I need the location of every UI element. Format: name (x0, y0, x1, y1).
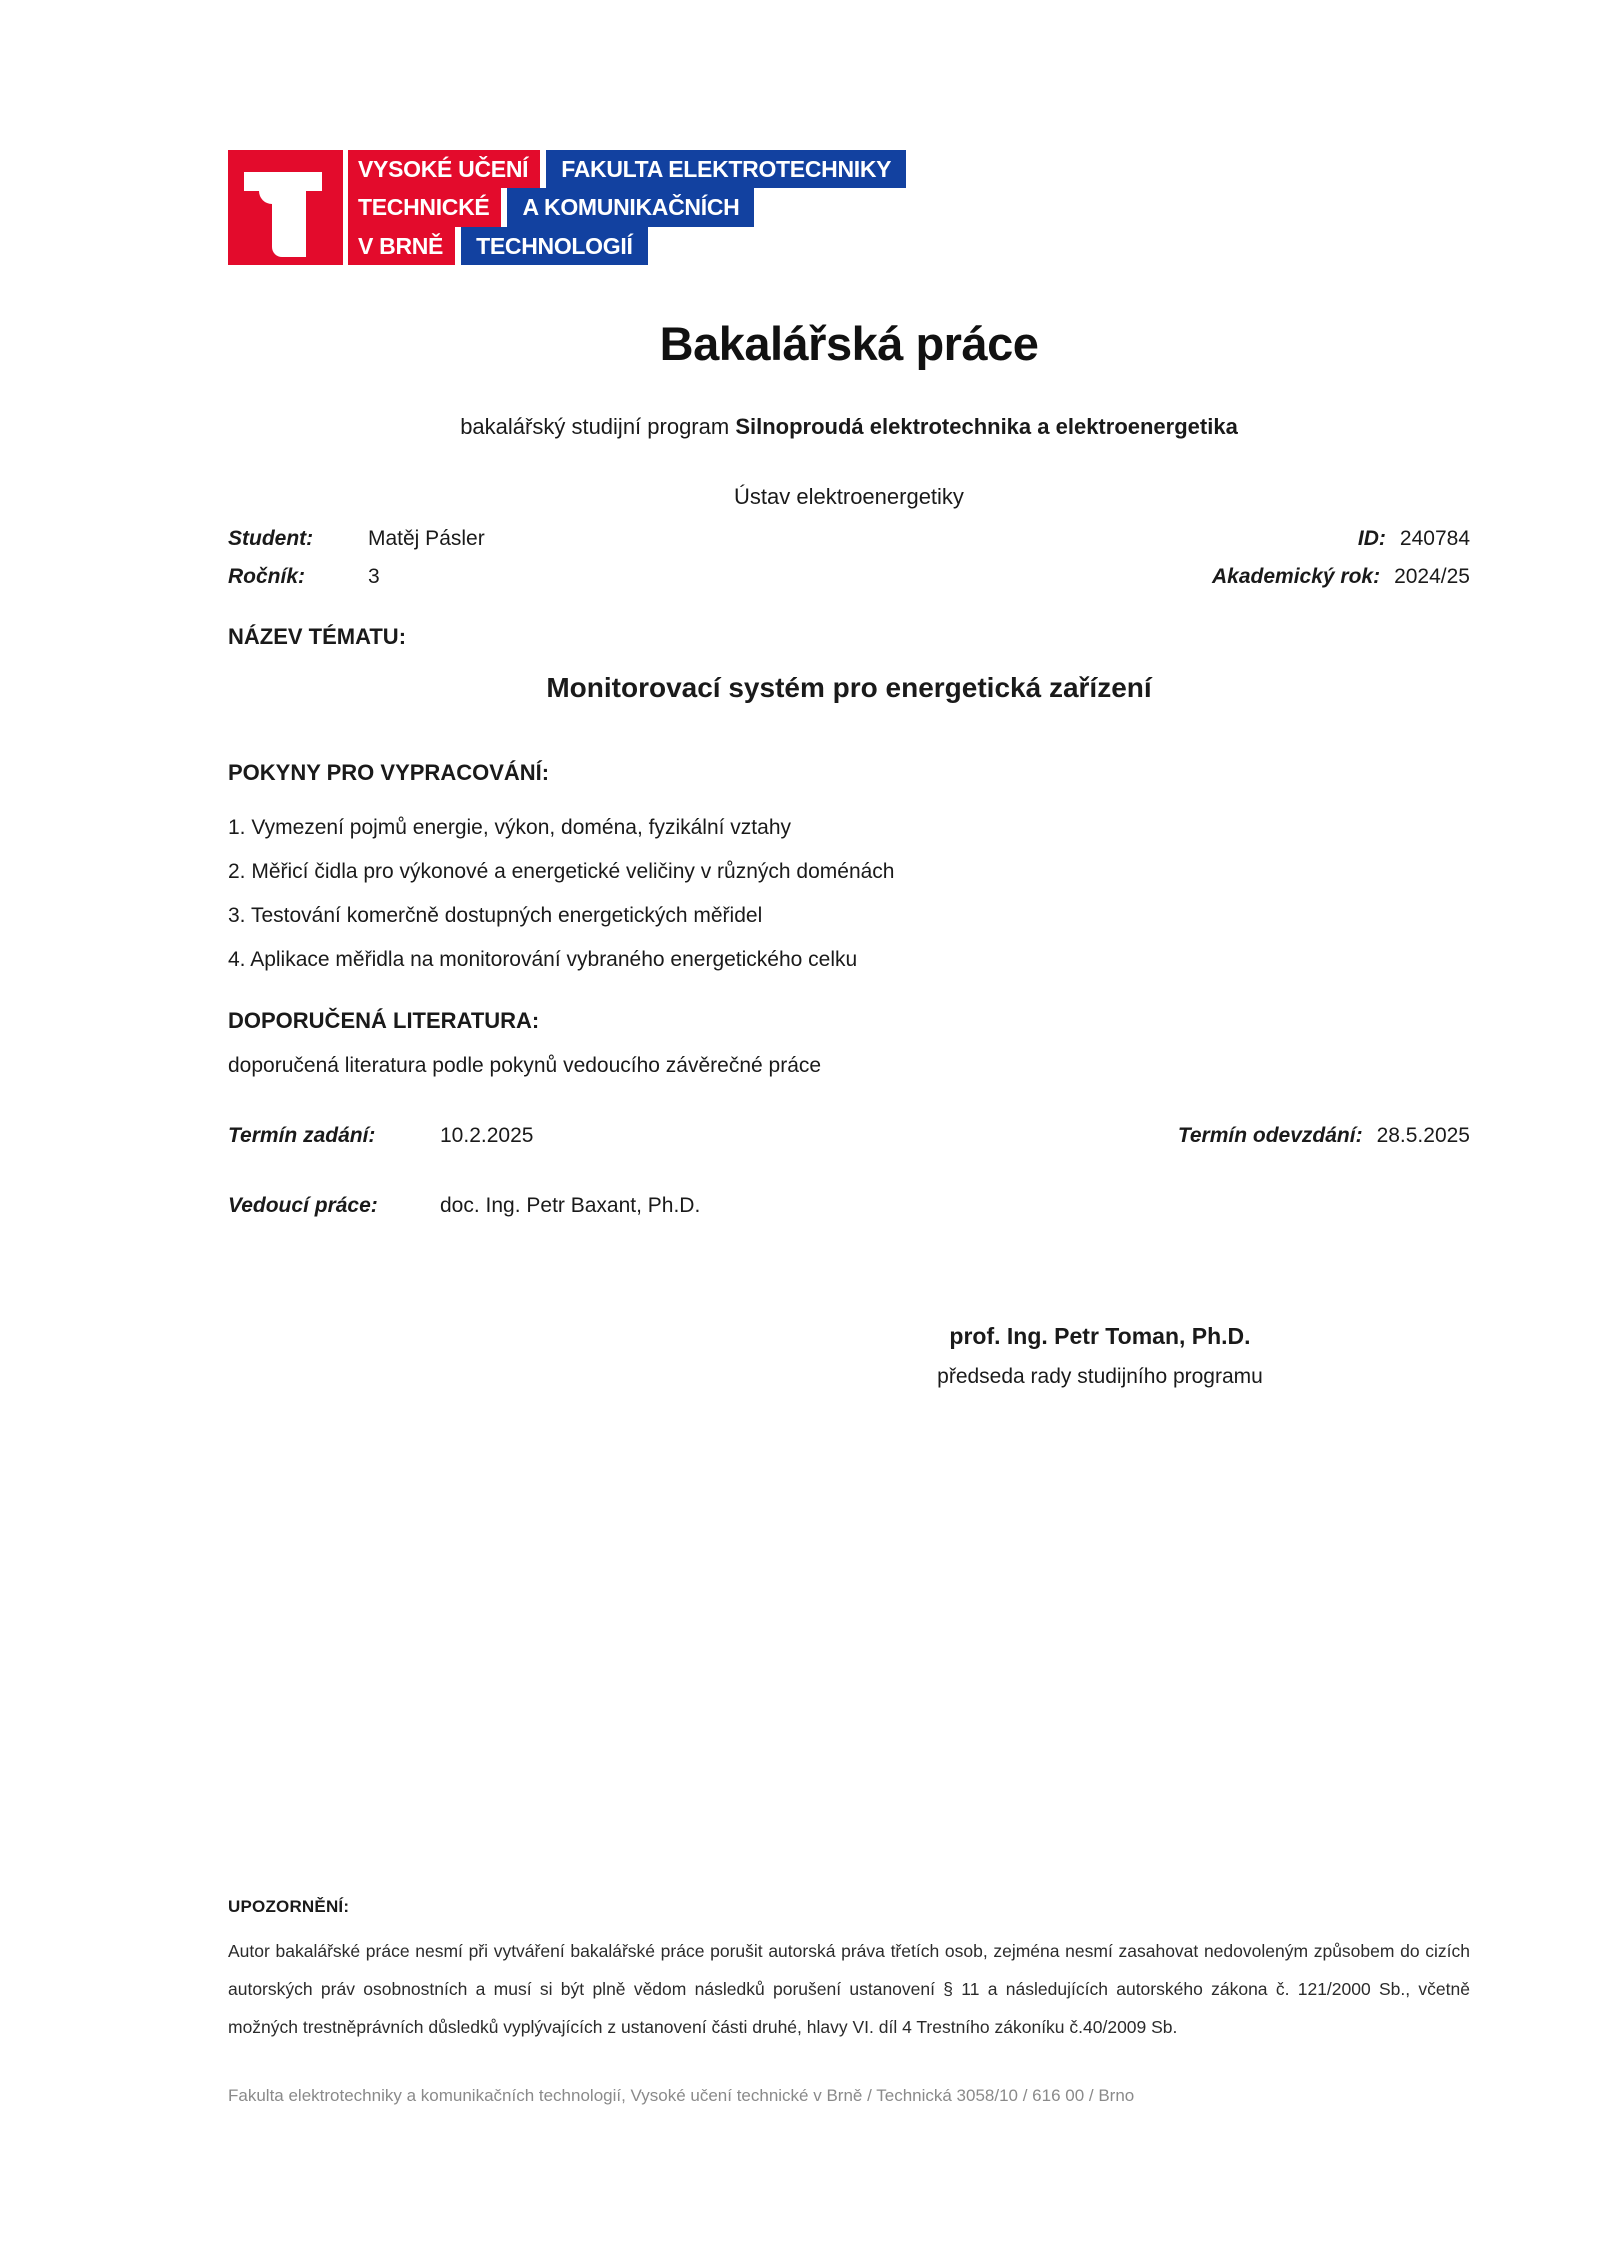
instructions-heading: POKYNY PRO VYPRACOVÁNÍ: (228, 760, 550, 785)
logo-faculty-line-3: TECHNOLOGIÍ (461, 227, 647, 265)
logo-row-3 (348, 227, 906, 265)
page-title: Bakalářská práce (659, 317, 1039, 370)
department-name: Ústav elektroenergetiky (734, 484, 964, 509)
dates-row (228, 1124, 1470, 1148)
signature-name: prof. Ing. Petr Toman, Ph.D. (949, 1323, 1251, 1349)
submit-date-pair (1178, 1124, 1470, 1148)
study-program-line (228, 414, 1470, 440)
literature-heading: DOPORUČENÁ LITERATURA: (228, 1008, 540, 1033)
id-label: ID: (1357, 527, 1386, 550)
student-pair (228, 527, 485, 551)
logo-faculty-line-1: FAKULTA ELEKTROTECHNIKY (546, 150, 906, 188)
logo-text-block (348, 150, 906, 265)
year-row (228, 565, 1470, 589)
logo-row-2 (348, 188, 906, 226)
acad-year-value: 2024/25 (1394, 565, 1470, 588)
topic-title: Monitorovací systém pro energetická zařízení (546, 672, 1152, 703)
student-value: Matěj Pásler (368, 527, 485, 550)
supervisor-label: Vedoucí práce: (228, 1194, 378, 1217)
acad-year-label: Akademický rok: (1211, 565, 1381, 588)
student-id-row (228, 527, 1470, 551)
supervisor-value: doc. Ing. Petr Baxant, Ph.D. (440, 1194, 701, 1217)
logo-faculty-line-2: A KOMUNIKAČNÍCH (507, 188, 754, 226)
vut-t-stem (272, 172, 307, 257)
logo-university-line-3: V BRNĚ (348, 227, 455, 265)
notice-heading: UPOZORNĚNÍ: (228, 1897, 350, 1916)
vut-t-icon (228, 150, 343, 265)
assign-date-label: Termín zadání: (228, 1124, 376, 1147)
instruction-item: 3. Testování komerčně dostupných energetických měřidel (228, 904, 763, 927)
year-pair (228, 565, 380, 589)
assign-date-value: 10.2.2025 (440, 1124, 534, 1147)
year-label: Ročník: (228, 565, 306, 588)
university-logo (228, 150, 906, 265)
supervisor-row (228, 1194, 1470, 1218)
submit-date-label: Termín odevzdání: (1177, 1124, 1363, 1147)
id-pair (1358, 527, 1470, 551)
footer-address: Fakulta elektrotechniky a komunikačních technologií, Vysoké učení technické v Brně / Technická 3058/10 / 616 00 / Brno (228, 2086, 1135, 2105)
study-program-name: Silnoproudá elektrotechnika a elektroenergetika (735, 414, 1238, 439)
instruction-item: 2. Měřicí čidla pro výkonové a energetické veličiny v různých doménách (228, 860, 895, 883)
instruction-item: 1. Vymezení pojmů energie, výkon, doména, fyzikální vztahy (228, 816, 792, 839)
topic-section-label: NÁZEV TÉMATU: (228, 624, 407, 649)
signature-role: předseda rady studijního programu (937, 1365, 1263, 1388)
study-program-prefix: bakalářský studijní program (460, 414, 736, 439)
literature-text: doporučená literatura podle pokynů vedoucího závěrečné práce (228, 1054, 822, 1077)
year-value: 3 (368, 565, 380, 588)
submit-date-value: 28.5.2025 (1376, 1124, 1470, 1147)
id-value: 240784 (1399, 527, 1470, 550)
acad-year-pair (1212, 565, 1470, 589)
vut-t-fillet (259, 191, 272, 204)
instructions-list (228, 806, 1470, 982)
logo-row-1 (348, 150, 906, 188)
logo-university-line-2: TECHNICKÉ (348, 188, 501, 226)
notice-text: Autor bakalářské práce nesmí při vytváření bakalářské práce porušit autorská práva třetích osob, zejména nesmí zasahovat nedovoleným způsobem do cizích autorských práv osobnostních a musí si být plně vědom následků porušení ustanovení § 11 a následujících autorského zákona č. 121/2000 Sb., včetně možných trestněprávních důsledků vyplývajících z ustanovení části druhé, hlavy VI. díl 4 Trestního zákoníku č.40/2009 Sb. (228, 1941, 1470, 2037)
assign-date-pair (228, 1124, 533, 1148)
student-label: Student: (228, 527, 314, 550)
signature-block (730, 1322, 1470, 1389)
instruction-item: 4. Aplikace měřidla na monitorování vybraného energetického celku (228, 948, 858, 971)
supervisor-pair (228, 1194, 700, 1218)
logo-university-line-1: VYSOKÉ UČENÍ (348, 150, 540, 188)
